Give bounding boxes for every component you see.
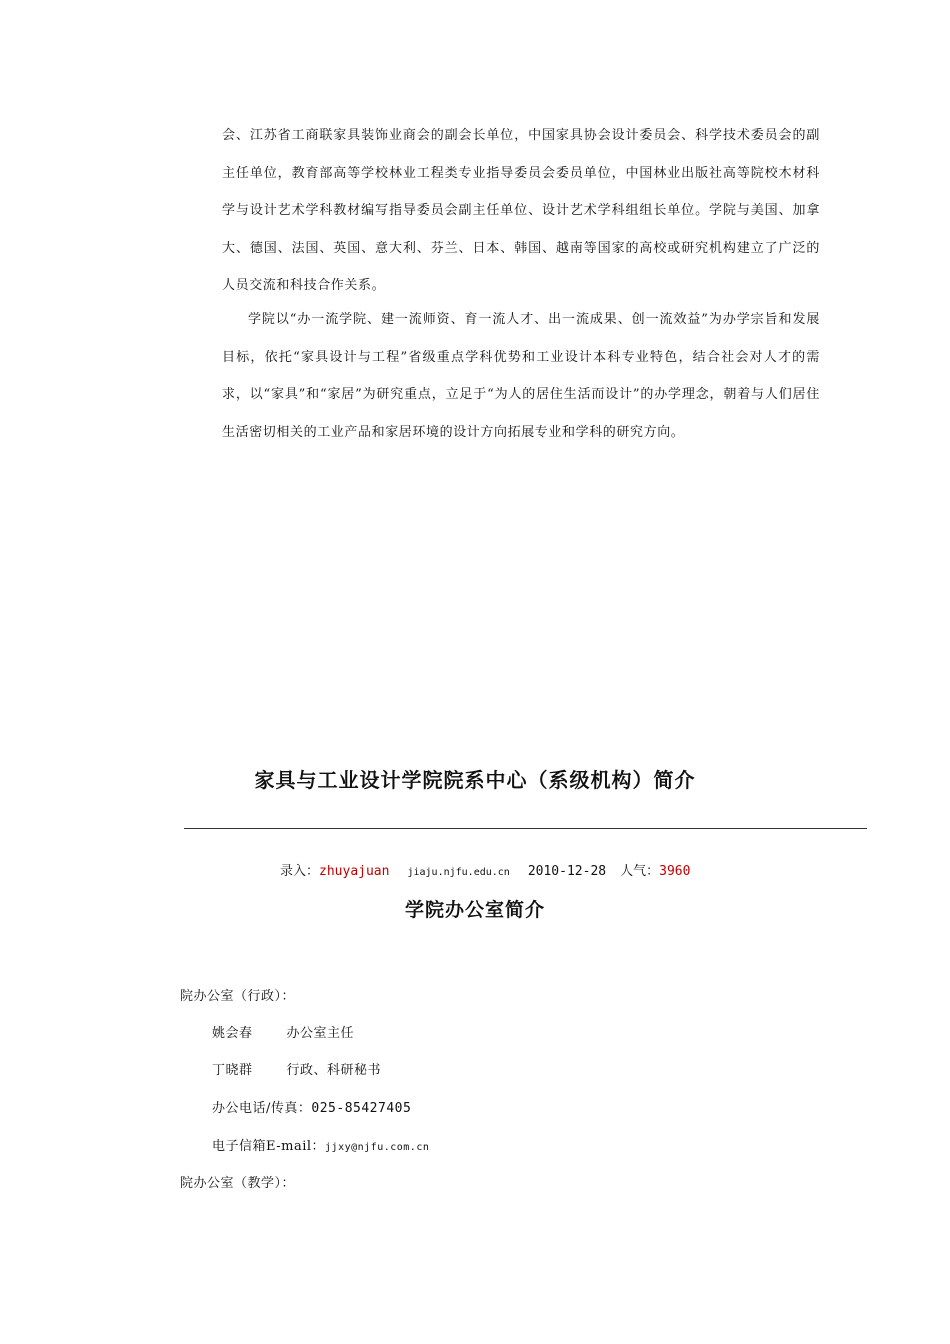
office-phone-row	[212, 1097, 411, 1116]
section-admin-office: 院办公室（行政）：	[180, 989, 296, 1004]
staff-row	[212, 1059, 381, 1078]
article-meta	[280, 860, 690, 879]
views-count: 3960	[659, 864, 691, 879]
title-divider	[184, 828, 867, 829]
views-label: 人气：	[620, 864, 660, 879]
staff-row	[212, 1022, 354, 1041]
article-title: 家具与工业设计学院院系中心（系级机构）简介	[254, 768, 696, 792]
author-link[interactable]: zhuyajuan	[319, 864, 390, 879]
staff-role: 办公室主任	[286, 1026, 355, 1041]
publish-date: 2010-12-28	[527, 864, 607, 879]
staff-name: 丁晓群	[212, 1063, 253, 1078]
intro-paragraph-2: 学院以“办一流学院、建一流师资、育一流人才、出一流成果、创一流效益”为办学宗旨和发展目标，依托“家具设计与工程”省级重点学科优势和工业设计本科专业特色，结合社会对人才的需求，以“家具”和“家居”为研究重点，立足于“为人的居住生活而设计”的办学理念，朝着与人们居住生活密切相关的工业产品和家居环境的设计方向拓展专业和学科的研究方向。	[222, 312, 820, 440]
section-teaching-office: 院办公室（教学）：	[180, 1176, 296, 1191]
office-email-row	[212, 1135, 429, 1154]
staff-name: 姚会春	[212, 1026, 253, 1041]
site-link[interactable]: jiaju.njfu.edu.cn	[407, 867, 510, 878]
intro-paragraph-1: 会、江苏省工商联家具装饰业商会的副会长单位，中国家具协会设计委员会、科学技术委员会的副主任单位，教育部高等学校林业工程类专业指导委员会委员单位，中国林业出版社高等院校木材科学与设计艺术学科教材编写指导委员会副主任单位、设计艺术学科组组长单位。学院与美国、加拿大、德国、法国、英国、意大利、芬兰、日本、韩国、越南等国家的高校或研究机构建立了广泛的人员交流和科技合作关系。	[222, 128, 820, 293]
staff-role: 行政、科研秘书	[286, 1063, 382, 1078]
article-subtitle: 学院办公室简介	[404, 899, 545, 921]
email-address[interactable]: jjxy@njfu.com.cn	[325, 1142, 430, 1153]
email-label: 电子信箱E-mail：	[212, 1139, 326, 1154]
phone-label: 办公电话/传真：	[212, 1101, 312, 1116]
entry-label: 录入：	[280, 864, 320, 879]
phone-number: 025-85427405	[311, 1101, 412, 1116]
